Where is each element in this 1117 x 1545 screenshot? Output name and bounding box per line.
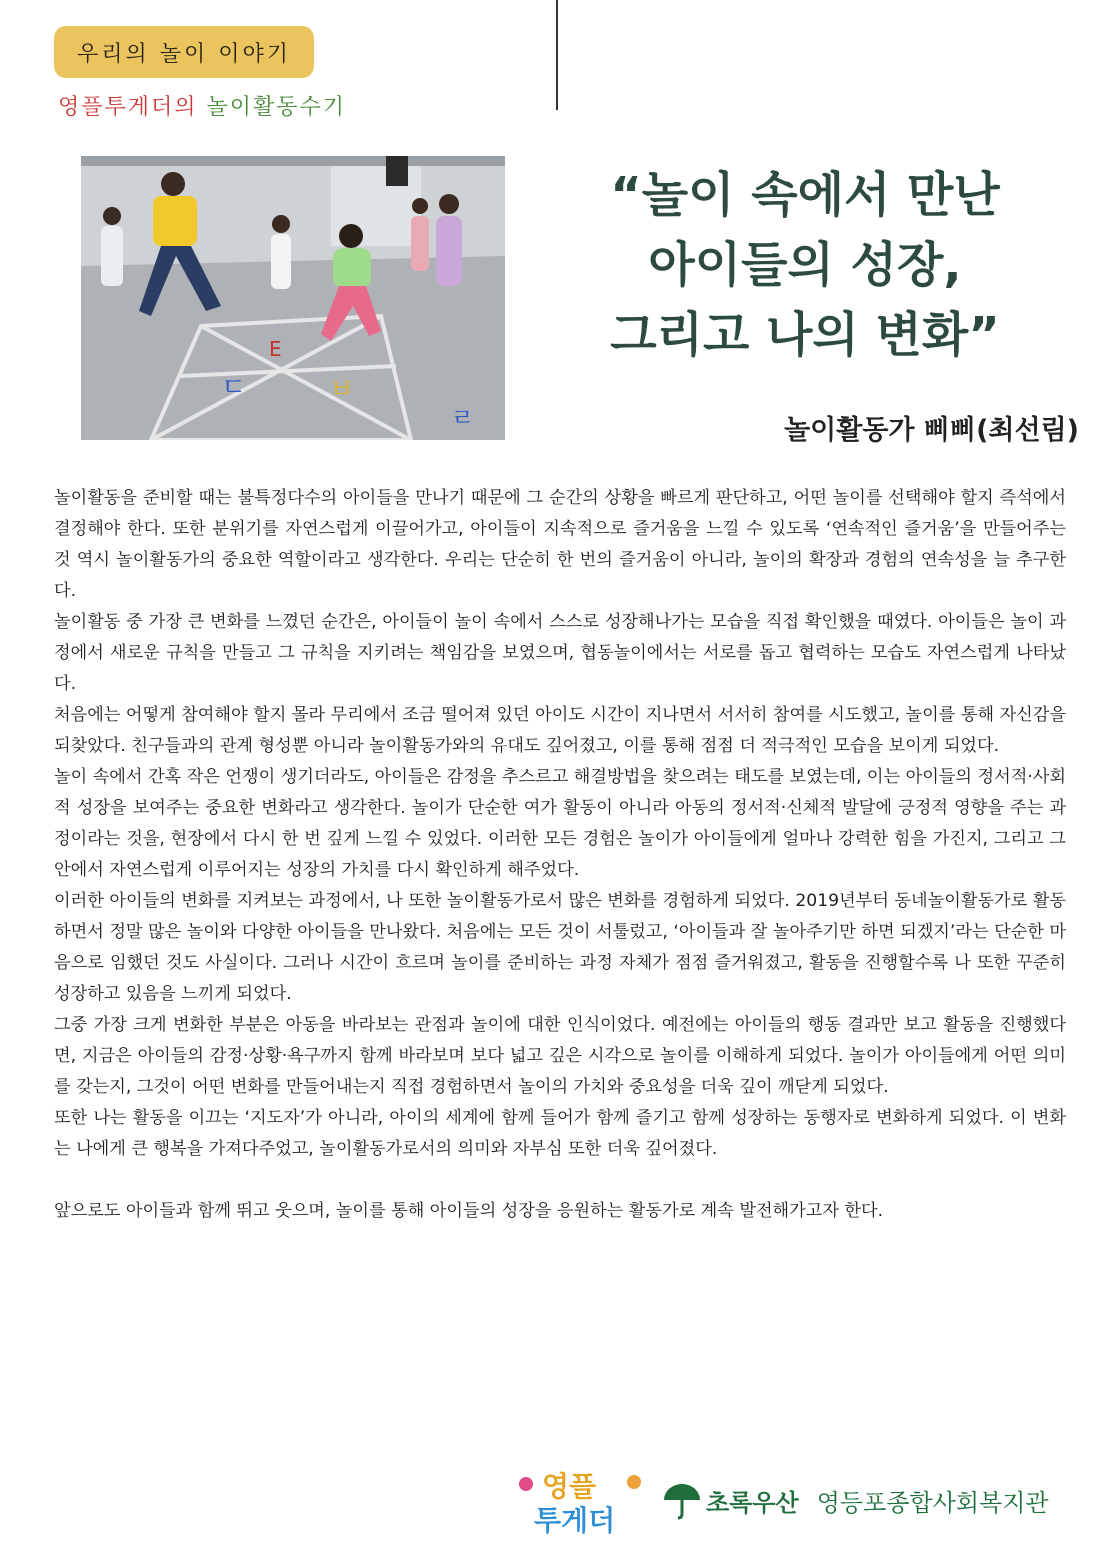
hopscotch-letter-1: E xyxy=(269,337,282,361)
organization-signature xyxy=(662,1480,1049,1520)
hopscotch-letter-4: ㄹ xyxy=(451,404,475,432)
logo-text-line-1: 영플 xyxy=(542,1470,597,1503)
photo-illustration xyxy=(81,156,505,440)
organization-name: 영등포종합사회복지관 xyxy=(816,1488,1049,1517)
headline xyxy=(560,160,1050,370)
hopscotch-letter-3: ㅂ xyxy=(329,375,355,405)
headline-line-2: 아이들의 성장, xyxy=(648,237,962,293)
article-body xyxy=(54,483,1066,1227)
brand-name: 초록우산 xyxy=(706,1488,799,1517)
subtitle xyxy=(58,90,346,121)
paragraph: 놀이 속에서 간혹 작은 언쟁이 생기더라도, 아이들은 감정을 추스르고 해결방법을 찾으려는 태도를 보였는데, 이는 아이들의 정서적·사회적 성장을 보여주는 중요한 변화라고 생각한다. 놀이가 단순한 여가 활동이 아니라 아동의 정서적·신체적 발달에 긍정적 영향을 주는 과정이라는 것을, 현장에서 다시 한 번 깊게 느낄 수 있었다. 이러한 모든 경험은 놀이가 아이들에게 얼마나 강력한 힘을 가진지, 그리고 그 안에서 자연스럽게 이루어지는 성장의 가치를 다시 확인하게 해주었다. xyxy=(54,767,1066,880)
paragraph: 놀이활동 중 가장 큰 변화를 느꼈던 순간은, 아이들이 놀이 속에서 스스로 성장해나가는 모습을 직접 확인했을 때였다. 아이들은 놀이 과정에서 새로운 규칙을 만들고 그 규칙을 지키려는 책임감을 보였으며, 협동놀이에서는 서로를 돕고 협력하는 모습도 자연스럽게 나타났다. xyxy=(54,612,1066,694)
logo-graphic xyxy=(516,1464,646,1536)
paragraph: 또한 나는 활동을 이끄는 ‘지도자’가 아니라, 아이의 세계에 함께 들어가 함께 즐기고 함께 성장하는 동행자로 변화하게 되었다. 이 변화는 나에게 큰 행복을 가져다주었고, 놀이활동가로서의 의미와 자부심 또한 더욱 깊어졌다. xyxy=(54,1108,1066,1159)
badge-label: 우리의 놀이 이야기 xyxy=(76,41,291,67)
author-byline: 놀이활동가 삐삐(최선림) xyxy=(784,415,1079,446)
youngple-together-logo xyxy=(516,1464,646,1536)
headline-line-1: “놀이 속에서 만난 xyxy=(610,167,1000,223)
green-umbrella-icon xyxy=(662,1480,702,1520)
paragraph: 처음에는 어떻게 참여해야 할지 몰라 무리에서 조금 떨어져 있던 아이도 시간이 지나면서 서서히 참여를 시도했고, 놀이를 통해 자신감을 되찾았다. 친구들과의 관계 형성뿐 아니라 놀이활동가와의 유대도 깊어졌고, 이를 통해 점점 더 적극적인 모습을 보이게 되었다. xyxy=(54,705,1066,756)
logo-text-line-2: 투게더 xyxy=(534,1504,616,1536)
hopscotch-letter-2: ㄷ xyxy=(221,373,247,403)
section-badge xyxy=(54,26,314,78)
closing-paragraph: 앞으로도 아이들과 함께 뛰고 웃으며, 놀이를 통해 아이들의 성장을 응원하는 활동가로 계속 발전해가고자 한다. xyxy=(54,1201,884,1221)
paragraph: 그중 가장 크게 변화한 부분은 아동을 바라보는 관점과 놀이에 대한 인식이었다. 예전에는 아이들의 행동 결과만 보고 활동을 진행했다면, 지금은 아이들의 감정·상황·욕구까지 함께 바라보며 보다 넓고 깊은 시각으로 놀이를 이해하게 되었다. 놀이가 아이들에게 어떤 의미를 갖는지, 그것이 어떤 변화를 만들어내는지 직접 경험하면서 놀이의 가치와 중요성을 더욱 깊이 깨닫게 되었다. xyxy=(54,1015,1066,1097)
paragraph: 이러한 아이들의 변화를 지켜보는 과정에서, 나 또한 놀이활동가로서 많은 변화를 경험하게 되었다. 2019년부터 동네놀이활동가로 활동하면서 정말 많은 놀이와 다양한 아이들을 만나왔다. 처음에는 모든 것이 서툴렀고, ‘아이들과 잘 놀아주기만 하면 되겠지’라는 단순한 마음으로 임했던 것도 사실이다. 그러나 시간이 흐르며 놀이를 준비하는 과정 자체가 점점 즐거워졌고, 활동을 진행할수록 나 또한 꾸준히 성장하고 있음을 느끼게 되었다. xyxy=(54,891,1066,1004)
header-divider xyxy=(556,0,558,110)
paragraph: 놀이활동을 준비할 때는 불특정다수의 아이들을 만나기 때문에 그 순간의 상황을 빠르게 판단하고, 어떤 놀이를 선택해야 할지 즉석에서 결정해야 한다. 또한 분위기를 자연스럽게 이끌어가고, 아이들이 지속적으로 즐거움을 느낄 수 있도록 ‘연속적인 즐거움’을 만들어주는 것 역시 놀이활동가의 중요한 역할이라고 생각한다. 우리는 단순히 한 번의 즐거움이 아니라, 놀이의 확장과 경험의 연속성을 늘 추구한다. xyxy=(54,488,1066,601)
subtitle-green: 놀이활동수기 xyxy=(206,95,347,120)
activity-photo xyxy=(81,156,505,440)
headline-line-3: 그리고 나의 변화” xyxy=(610,307,1000,363)
subtitle-red: 영플투게더의 xyxy=(58,95,198,120)
